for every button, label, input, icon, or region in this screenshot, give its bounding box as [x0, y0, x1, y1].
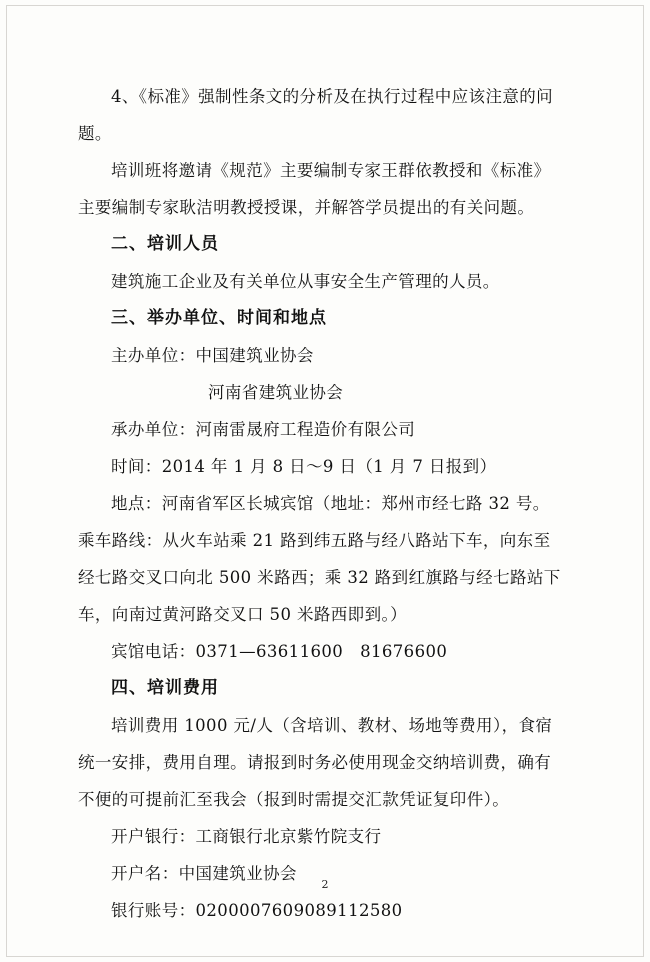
- text-line: 主要编制专家耿洁明教授授课，并解答学员提出的有关问题。: [78, 198, 535, 217]
- text-line: 经七路交叉口向北 500 米路西；乘 32 路到红旗路与经七路站下: [78, 568, 561, 587]
- text-line: 地点：河南省军区长城宾馆（地址：郑州市经七路 32 号。: [111, 494, 550, 513]
- page-number: 2: [321, 878, 329, 891]
- text-line: 题。: [78, 124, 112, 143]
- text-line: 银行账号：0200007609089112580: [111, 901, 403, 920]
- text-line: 宾馆电话：0371—63611600 81676600: [111, 642, 448, 661]
- text-line: 建筑施工企业及有关单位从事安全生产管理的人员。: [111, 272, 500, 291]
- text-line: 主办单位：中国建筑业协会: [111, 346, 314, 365]
- text-line: 乘车路线：从火车站乘 21 路到纬五路与经八路站下车，向东至: [78, 531, 551, 550]
- text-line: 开户银行：工商银行北京紫竹院支行: [111, 827, 382, 846]
- section-heading: 四、培训费用: [111, 678, 219, 698]
- section-heading: 二、培训人员: [111, 234, 219, 254]
- text-line: 统一安排，费用自理。请报到时务必使用现金交纳培训费，确有: [78, 753, 552, 772]
- section-heading: 三、举办单位、时间和地点: [111, 308, 327, 328]
- text-line: 开户名：中国建筑业协会: [111, 864, 297, 883]
- text-line: 不便的可提前汇至我会（报到时需提交汇款凭证复印件）。: [78, 790, 510, 809]
- text-line: 河南省建筑业协会: [208, 383, 344, 402]
- document-body: [78, 78, 578, 929]
- text-line: 车，向南过黄河路交叉口 50 米路西即到。）: [78, 605, 408, 624]
- text-line: 承办单位：河南雷晟府工程造价有限公司: [111, 420, 416, 439]
- text-line: 培训费用 1000 元/人（含培训、教材、场地等费用），食宿: [111, 716, 553, 735]
- text-line: 培训班将邀请《规范》主要编制专家王群依教授和《标准》: [111, 161, 551, 180]
- text-line: 时间：2014 年 1 月 8 日～9 日（1 月 7 日报到）: [111, 457, 497, 476]
- text-line: 4、《标准》强制性条文的分析及在执行过程中应该注意的问: [111, 87, 554, 106]
